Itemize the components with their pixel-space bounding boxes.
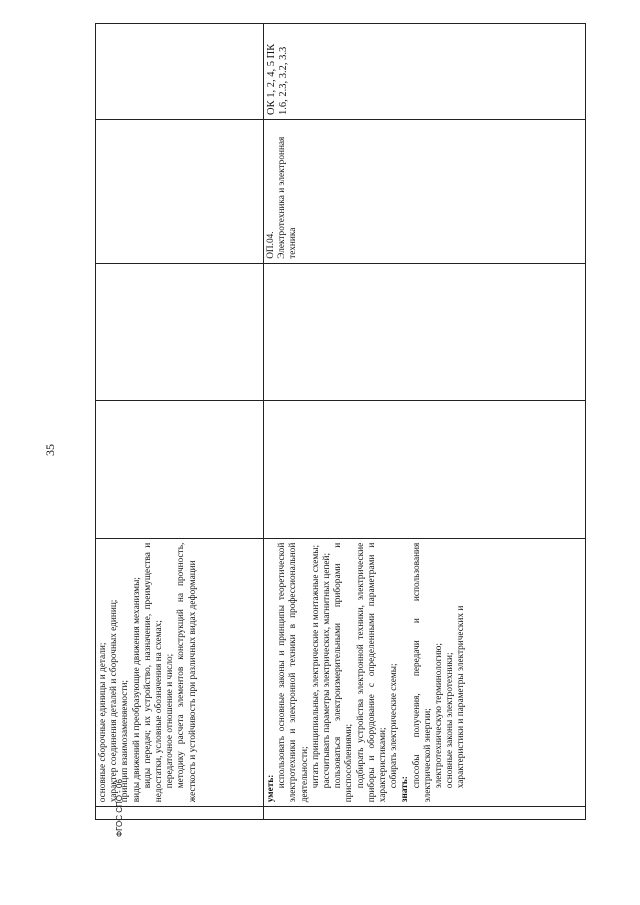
umet-label: уметь: xyxy=(266,774,276,803)
table-row xyxy=(264,24,586,820)
skill-line: читать принципиальные, электрические и монтажные схемы; xyxy=(310,544,321,789)
skill-line: принцип взаимозаменяемости; xyxy=(120,680,131,803)
index-cell xyxy=(264,807,586,820)
skill-line: основные сборочные единицы и детали; xyxy=(98,642,108,803)
knowledge-line: основные законы электротехники; xyxy=(445,652,456,789)
discipline-cell xyxy=(96,119,264,263)
class-load-cell xyxy=(96,263,264,400)
discipline-cell xyxy=(264,119,586,263)
skill-line: использовать основные законы и принципы теоретической электротехники и электронной техники в профессиональной деятельности; xyxy=(277,542,310,803)
content-cell xyxy=(96,538,264,807)
competency-cell xyxy=(264,24,586,120)
table-row xyxy=(96,24,264,820)
skill-line: характер соединения деталей и сборочных единиц; xyxy=(109,599,120,803)
znat-label: знать: xyxy=(400,776,411,803)
skill-line: собирать электрические схемы; xyxy=(389,663,400,789)
curriculum-table xyxy=(95,23,586,820)
max-load-cell xyxy=(96,401,264,538)
discipline-name: Электротехника и электронная техника xyxy=(277,136,299,259)
discipline-code: ОП.04. xyxy=(266,231,276,259)
skill-line: подбирать устройства электронной техники, электрические приборы и оборудование с определенными параметрами и характеристиками; xyxy=(355,542,389,803)
page-number: 35 xyxy=(43,444,57,456)
skill-line: виды передач; их устройство, назначение, преимущества и недостатки, условные обозначения на схемах; xyxy=(142,542,165,803)
max-load-cell xyxy=(264,401,586,538)
skill-line: методику расчета элементов конструкций на прочность, жесткость и устойчивость при различных видах деформации xyxy=(176,542,198,803)
class-load-cell xyxy=(264,263,586,400)
skill-line: передаточное отношение и число; xyxy=(165,653,176,789)
skill-line: пользоваться электроизмерительными приборами и приспособлениями; xyxy=(333,542,355,803)
index-cell xyxy=(96,807,264,820)
rotated-page xyxy=(95,23,585,820)
skill-line: рассчитывать параметры электрических, магнитных цепей; xyxy=(322,552,333,789)
content-cell xyxy=(264,538,586,807)
skill-line: виды движений и преобразующие движения механизмы; xyxy=(131,577,142,803)
knowledge-line: электротехническую терминологию; xyxy=(434,643,445,789)
competency-codes: ОК 1, 2, 4, 5 ПК 1.6, 2.3, 3.2, 3.3 xyxy=(266,43,289,115)
knowledge-line: характеристики и параметры электрических и xyxy=(456,605,467,789)
knowledge-line: способы получения, передачи и использования электрической энергии; xyxy=(411,542,433,803)
competency-cell xyxy=(96,24,264,120)
footer-standard-code: ФГОС СПО - 06 xyxy=(115,779,124,837)
